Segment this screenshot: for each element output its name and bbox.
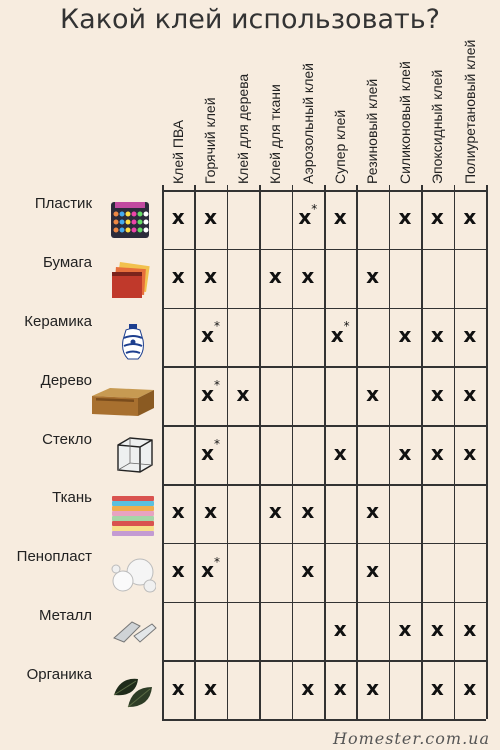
table-cell-mark: x	[268, 264, 282, 289]
table-cell-mark: x	[171, 558, 185, 583]
grid-horizontal-line	[162, 543, 486, 545]
table-cell-mark: x	[430, 617, 444, 641]
table-cell-mark: x	[171, 205, 185, 230]
grid-horizontal-line	[162, 484, 486, 486]
table-cell-mark: x	[204, 675, 218, 700]
grid-horizontal-line	[162, 660, 486, 662]
table-cell-mark: x	[463, 381, 477, 406]
glass-cube-icon	[114, 435, 156, 480]
table-cell-mark: x	[333, 617, 347, 641]
fabric-stack-icon	[110, 494, 156, 541]
table-cell-mark: x*	[201, 378, 221, 406]
ceramic-vase-icon	[118, 322, 148, 367]
row-label: Пластик	[34, 195, 92, 213]
table-cell-mark: x	[301, 264, 315, 289]
table-cell-mark: x	[171, 675, 185, 700]
table-cell-mark: x	[171, 264, 185, 289]
paper-sheets-icon	[108, 262, 152, 307]
table-cell-mark: x	[398, 617, 412, 641]
table-cell-mark: x	[268, 499, 282, 524]
table-cell-mark: x	[398, 440, 412, 465]
column-header-label: Клей для ткани	[267, 84, 284, 184]
table-cell-mark: x	[366, 381, 380, 406]
table-cell-mark: x	[204, 205, 218, 230]
grid-vertical-line	[227, 185, 229, 719]
table-cell-mark: x	[430, 323, 444, 347]
table-cell-mark: x*	[201, 554, 221, 583]
leaves-icon	[110, 673, 156, 718]
page-title: Какой клей использовать?	[59, 4, 441, 35]
table-cell-mark: x	[171, 499, 185, 524]
column-header-label: Резиновый клей	[364, 78, 381, 184]
table-cell-mark: x	[463, 675, 477, 700]
table-cell-mark: x	[463, 205, 477, 230]
column-header-label: Аэрозольный клей	[299, 63, 316, 184]
column-header-label: Горячий клей	[202, 97, 219, 184]
column-header	[356, 8, 388, 188]
table-cell-mark: x	[333, 205, 347, 230]
table-cell-mark: x	[398, 323, 412, 347]
table-cell-mark: x	[463, 440, 477, 465]
row-label: Керамика	[24, 313, 92, 330]
wooden-box-icon	[90, 384, 156, 423]
table-cell-mark: x*	[298, 201, 318, 230]
row-label: Стекло	[42, 430, 92, 448]
footer-watermark: Homester.com.ua	[332, 729, 490, 748]
grid-horizontal-line	[162, 719, 486, 721]
column-header	[324, 8, 356, 188]
foam-balls-icon	[110, 557, 156, 598]
table-cell-mark: x	[301, 499, 315, 524]
column-header-label: Клей ПВА	[170, 119, 186, 184]
grid-vertical-line	[486, 185, 488, 719]
column-header-label: Полиуретановый клей	[461, 39, 478, 184]
grid-horizontal-line	[162, 602, 486, 604]
table-cell-mark: x	[430, 381, 444, 406]
table-cell-mark: x	[204, 499, 218, 524]
row-label: Ткань	[52, 489, 92, 507]
grid-horizontal-line	[162, 366, 486, 368]
table-cell-mark: x*	[201, 319, 221, 347]
grid-horizontal-line	[162, 308, 486, 310]
table-cell-mark: x*	[201, 436, 221, 465]
column-header	[421, 8, 453, 188]
column-header	[292, 8, 324, 188]
column-header-label: Клей для дерева	[234, 73, 251, 184]
table-cell-mark: x	[463, 617, 477, 641]
grid-horizontal-line	[162, 249, 486, 251]
column-header	[259, 8, 291, 188]
table-cell-mark: x	[236, 381, 250, 406]
table-cell-mark: x*	[330, 319, 350, 347]
table-cell-mark: x	[430, 675, 444, 700]
table-cell-mark: x	[333, 675, 347, 700]
column-header-label: Эпоксидный клей	[429, 69, 446, 184]
table-cell-mark: x	[301, 675, 315, 700]
row-label: Пенопласт	[16, 548, 92, 566]
table-cell-mark: x	[398, 205, 412, 230]
column-header	[227, 8, 259, 188]
grid-horizontal-line	[162, 190, 486, 192]
row-label: Бумага	[43, 254, 92, 272]
table-cell-mark: x	[301, 558, 315, 583]
table-cell-mark: x	[366, 558, 380, 583]
table-cell-mark: x	[430, 440, 444, 465]
table-cell-mark: x	[366, 264, 380, 289]
column-header	[454, 8, 486, 188]
row-label: Металл	[38, 607, 92, 624]
table-cell-mark: x	[333, 440, 347, 465]
metal-strip-icon	[112, 618, 158, 651]
table-cell-mark: x	[366, 499, 380, 524]
table-cell-mark: x	[463, 323, 477, 347]
column-header-label: Силиконовый клей	[396, 61, 413, 184]
column-header	[389, 8, 421, 188]
column-header	[162, 8, 194, 188]
column-header-label: Супер клей	[332, 109, 348, 184]
row-label: Органика	[26, 665, 92, 683]
plastic-beads-icon	[107, 200, 153, 245]
table-cell-mark: x	[430, 205, 444, 230]
row-label: Дерево	[40, 371, 92, 389]
column-header	[194, 8, 226, 188]
table-cell-mark: x	[204, 264, 218, 289]
table-cell-mark: x	[366, 675, 380, 700]
grid-horizontal-line	[162, 425, 486, 427]
